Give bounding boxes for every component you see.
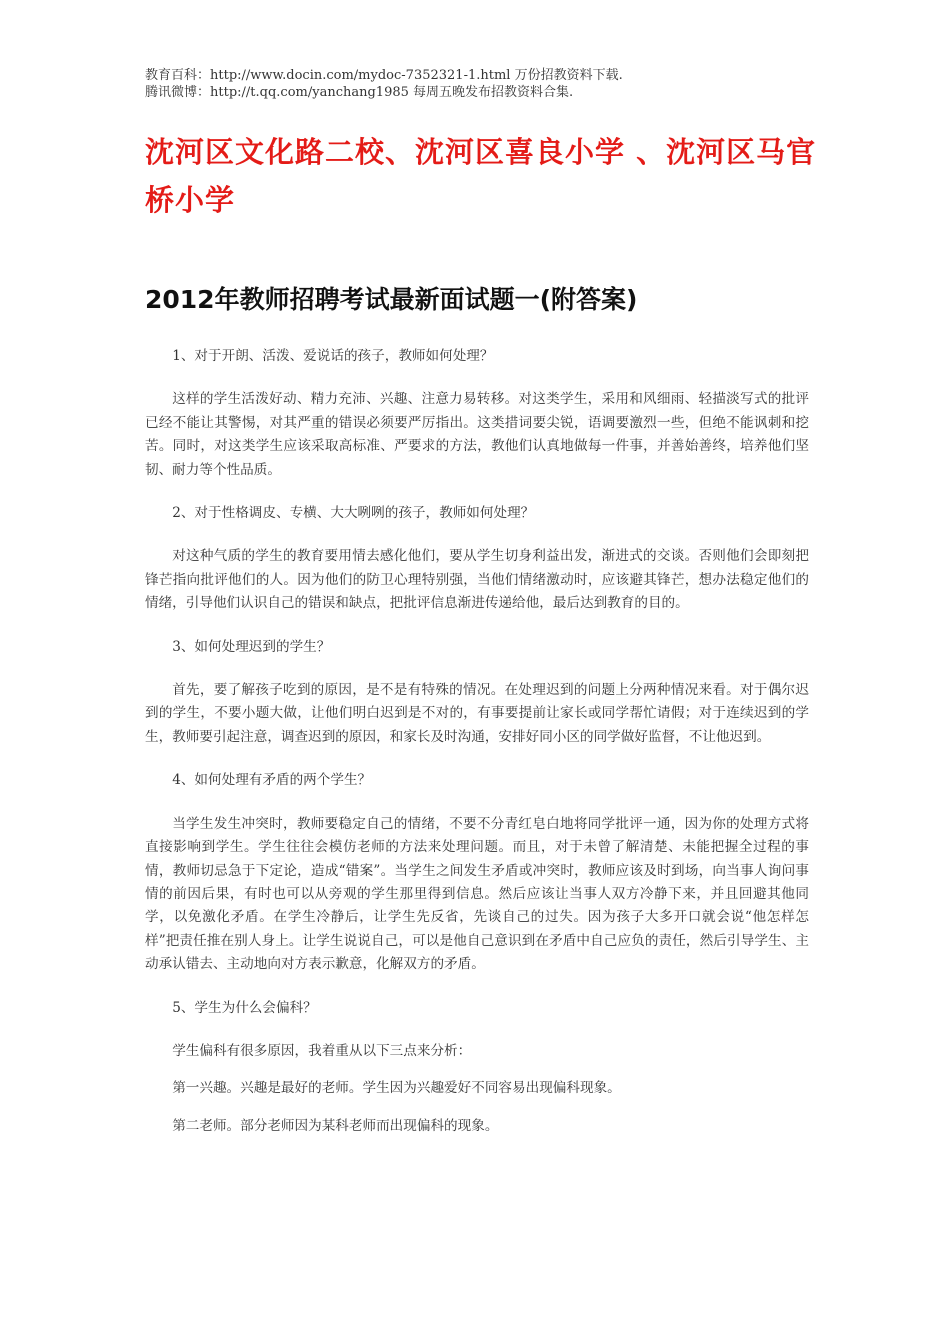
answer-5-intro: 学生偏科有很多原因，我着重从以下三点来分析： bbox=[172, 1042, 472, 1059]
page-title: 2012年教师招聘考试最新面试题一(附答案) bbox=[145, 285, 638, 314]
answer-2: 对这种气质的学生的教育要用情去感化他们，要从学生切身利益出发，渐进式的交谈。否则他们会即刻把锋芒指向批评他们的人。因为他们的防卫心理特别强，当他们情绪激动时，应该避其锋芒，想办法稳定他们的情绪，引导他们认识自己的错误和缺点，把批评信息渐进传递给他，最后达到教育的目的。 bbox=[145, 548, 809, 612]
question-4: 4、如何处理有矛盾的两个学生？ bbox=[172, 772, 372, 789]
weibo-link[interactable]: http://t.qq.com/yanchang1985 bbox=[210, 85, 409, 100]
answer-5-point-2: 第二老师。部分老师因为某科老师而出现偏科的现象。 bbox=[172, 1117, 499, 1134]
header-suffix-docin: 万份招教资料下载. bbox=[510, 68, 623, 83]
header-label-docin: 教育百科： bbox=[145, 68, 211, 83]
header bbox=[145, 67, 623, 101]
answer-5-point-1: 第一兴趣。兴趣是最好的老师。学生因为兴趣爱好不同容易出现偏科现象。 bbox=[172, 1080, 621, 1097]
answer-1: 这样的学生活泼好动、精力充沛、兴趣、注意力易转移。对这类学生，采用和风细雨、轻描淡写式的批评已经不能让其警惕，对其严重的错误必须要严厉指出。这类措词要尖锐，语调要激烈一些，但绝不能讽刺和挖苦。同时，对这类学生应该采取高标准、严要求的方法，教他们认真地做每一件事，并善始善终，培养他们坚韧、耐力等个性品质。 bbox=[145, 391, 809, 478]
question-1: 1、对于开朗、活泼、爱说话的孩子，教师如何处理？ bbox=[172, 348, 494, 364]
school-title: 沈河区文化路二校、沈河区喜良小学 、沈河区马官桥小学 bbox=[145, 135, 817, 217]
content bbox=[145, 345, 809, 1152]
header-label-weibo: 腾讯微博： bbox=[145, 85, 211, 100]
answer-3: 首先，要了解孩子吃到的原因，是不是有特殊的情况。在处理迟到的问题上分两种情况来看。对于偶尔迟到的学生，不要小题大做，让他们明白迟到是不对的，有事要提前让家长或同学帮忙请假；对于连续迟到的学生，教师要引起注意，调查迟到的原因，和家长及时沟通，安排好同小区的同学做好监督，不让他迟到。 bbox=[145, 682, 809, 745]
header-line-weibo bbox=[145, 84, 623, 101]
docin-link[interactable]: http://www.docin.com/mydoc-7352321-1.html bbox=[210, 68, 511, 83]
question-2: 2、对于性格调皮、专横、大大咧咧的孩子，教师如何处理？ bbox=[172, 505, 535, 522]
header-suffix-weibo: 每周五晚发布招教资料合集. bbox=[408, 85, 574, 100]
answer-4: 当学生发生冲突时，教师要稳定自己的情绪，不要不分青红皂白地将同学批评一通，因为你的处理方式将直接影响到学生。学生往往会模仿老师的方法来处理问题。而且，对于未曾了解清楚、未能把握全过程的事情，教师切忌急于下定论，造成“错案”。当学生之间发生矛盾或冲突时，教师应该及时到场，向当事人询问事情的前因后果，有时也可以从旁观的学生那里得到信息。然后应该让当事人双方冷静下来，并且回避其他同学，以免激化矛盾。在学生冷静后，让学生先反省，先谈自己的过失。因为孩子大多开口就会说“他怎样怎样”把责任推在别人身上。让学生说说自己，可以是他自己意识到在矛盾中自己应负的责任，然后引导学生、主动承认错去、主动地向对方表示歉意，化解双方的矛盾。 bbox=[145, 815, 809, 973]
question-5: 5、学生为什么会偏科？ bbox=[172, 999, 317, 1016]
header-line-docin bbox=[145, 67, 623, 84]
question-3: 3、如何处理迟到的学生？ bbox=[172, 638, 331, 655]
